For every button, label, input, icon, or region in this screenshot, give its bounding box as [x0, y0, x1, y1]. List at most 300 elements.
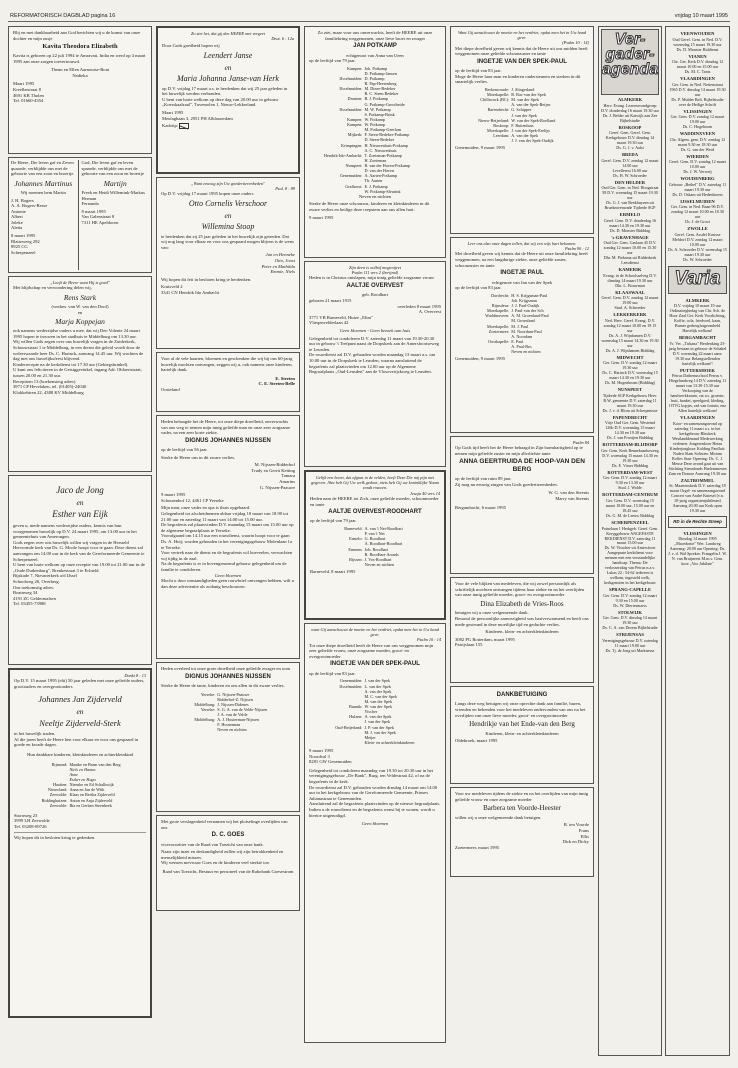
- death-ad-overvest: [304, 261, 446, 467]
- agenda-item: [601, 610, 659, 631]
- place: IJsselmuiden:: [339, 683, 363, 689]
- ad-intro: Heden is in Christus ontslapen, mijn innig geliefde zorgzame vrouw: [309, 275, 435, 281]
- birth-ads-martin: [8, 157, 152, 273]
- place: Barendrecht:: [487, 107, 510, 113]
- column-4: [450, 26, 594, 880]
- place: [309, 740, 364, 745]
- agenda-item: [601, 415, 659, 441]
- agenda-place: BOSKOOP: [618, 124, 642, 130]
- death-ad-goes: [156, 815, 300, 911]
- deceased-name: DIGNUS JOHANNES NIJSSEN: [185, 437, 271, 444]
- agenda-item: [601, 470, 659, 491]
- deceased-name: INGETJE VAN DER SPEK-PAUL: [477, 58, 567, 65]
- death-ad-nijssen-family: [156, 662, 300, 812]
- agenda-details: Geref. Gem. D.V. donderdag 16 maart 14.30 en 19.30 uur Ds. D. Monster Bidddag: [603, 217, 657, 233]
- ad-body: in het huwelijk traden. Al die jaren heeft de Heere hen voor elkaar en voor ons gespaard in goede en kwade dagen.: [14, 731, 139, 748]
- agenda-item: [668, 415, 727, 475]
- children: Jan en Henneke Otto, Joost Peter en Mathilda Emmie, Niels: [261, 252, 295, 275]
- ad-intro: Met droefheid geven wij kennis dat de Heere uit onze familiekring heeft weggenomen, na een langdurige ziekte, onze geliefde zuster, schoonzuster en tante: [455, 251, 588, 268]
- names: J. Paul-van der Sch: [511, 308, 544, 314]
- agenda-details: Geref. Gem. D.V. zondag 12 maart 14.00 uur Levellerest 16.00 uur Ds. H. W. Schroeder: [601, 157, 659, 178]
- names: J. J. Paul-Oudijk: [511, 303, 540, 308]
- agenda-item: [601, 632, 659, 653]
- agenda-item: [668, 176, 727, 197]
- agenda-item: [668, 531, 727, 567]
- age: op de leeftijd van 79 jaar.: [310, 518, 357, 524]
- agenda-place: VIANEN: [688, 53, 707, 59]
- signers: E. Steeten C. E. Steeten-Belle: [258, 375, 295, 387]
- ad-intro: Voor uw medeleven tijdens de ziekte en na het overlijden van mijn innig geliefde vrouw en onze zorgzame moeder: [455, 791, 589, 802]
- logo-line: agenda: [602, 61, 659, 79]
- note: Geen bloemen - Geen bezoek aan huis: [339, 327, 411, 333]
- place: Moerkapelle:: [486, 92, 510, 98]
- address: 3771 VB Barneveld, Huize „Elim" Vlieqenvelderlaan 42: [309, 314, 373, 326]
- family: W. G. van den Steenis Marry van Steenis: [548, 490, 589, 502]
- ad-body: Zij mag nu eeuwig zingen van Gods goedertierenheden.: [455, 481, 558, 487]
- names: Neven en nichten: [364, 561, 394, 567]
- family-list: [455, 293, 589, 355]
- agenda-place: PUTTERSHOEK: [680, 367, 715, 373]
- agenda-item: [668, 335, 727, 366]
- place: Krimpingen:: [341, 142, 363, 148]
- names: E. J. Potkamp W. Potkamp-Sleurink: [364, 183, 401, 194]
- verse: Gelijk een hoort, dat afgnat in de velden, heeft Deze Die mij pijn met gegeven. Ahw heb Gij Uw welk gedoot, niets heb Gij uw koninklijke Naam zondt rouwen.: [311, 475, 439, 491]
- rd-logo: RD in de Rechte Streep: [668, 516, 727, 527]
- deceased-name: INGETJE PAUL: [500, 270, 544, 277]
- names: Maaike en Bram van den Berg: [69, 761, 121, 767]
- thanks: Hun dankbare kinderen, kleinkinderen en achterkleinkind: [27, 752, 133, 758]
- header-left: REFORMATORISCH DAGBLAD pagina 16: [10, 13, 116, 19]
- groom-name: Jaco de Jong: [56, 485, 104, 495]
- place: Biddinghuizen:: [41, 797, 68, 803]
- date: 9 maart 1995 Schoutenhof 12, 4461 CP Yerseke: [161, 492, 224, 503]
- agenda-place: ROTTERDAM-WEST: [607, 469, 653, 475]
- agenda-item: [601, 152, 659, 178]
- place: Dordrecht:: [491, 292, 510, 298]
- names: Joh. Potkamp D. Potkamp-Jansen: [364, 65, 398, 76]
- agenda-place: MIDWECHT: [616, 354, 644, 360]
- names: H. S. Krijgsman-Paul Joh. Krijgsman: [511, 292, 548, 303]
- names: L. van der Spek A. van der Spek: [364, 683, 392, 694]
- thanks: Sterke de Heere ons in dit zware verlies.: [161, 454, 236, 460]
- agenda-details: Evang. in de Schoolsselveg D.V. dinsdag 14 maart 19.30 uur Dhr. L. Bouwman: [603, 272, 657, 288]
- deceased-name: Barbera ten Voorde-Heester: [483, 804, 561, 813]
- address: Maart 1995 Kreelbestraat 8 4691 KB Tholen Tel. 01660-4354: [13, 81, 44, 104]
- ad-intro: Op Gods tijd heeft het de Heere behaagd in Zijn barmhartigheid op te nemen mijn geliefde zuster en mijn allerliefste tante: [455, 445, 583, 456]
- names: Nienske en Ed Schalkwijk: [69, 782, 114, 788]
- date: Bergambacht, 6 maart 1995: [455, 504, 506, 510]
- names: J. van der Spek: [364, 678, 391, 684]
- place: Nunspeet:: [345, 163, 363, 169]
- date: Oldebroek, maart 1995: [455, 738, 498, 744]
- deceased-name: Dina Elizabeth de Vries-Roos: [480, 599, 564, 608]
- names: Klein- en achterkleinkinderen: [364, 739, 415, 745]
- date: Barneveld, 8 maart 1995: [310, 569, 356, 575]
- age: op de leeftijd van 83 jaar.: [455, 68, 502, 74]
- ad-body: willen wij u onze welgemeende dank betuigen.: [455, 814, 542, 820]
- kado-tip: [162, 123, 294, 129]
- agenda-details: Tijdrede SGP Kerkgebouw Herv. B.W. gemeente D.V. zaterdag 11 maart 19.30 uur Ds. J. v. d. Blom uit Scherpenisse: [602, 392, 658, 413]
- agenda-details: Petrus Dathenuschool Petrus v. Hiegelundweg 14 D.V. zaterdag 11 maart van 13.30-15.30 uur Verkooping van de handwerkkraam, cat a.s. groente, fruit, banket, speelgoed, kleding, OTVG kopjes, rad van fortuin, enz Allen hartelijk welkom!: [668, 373, 728, 414]
- birth-ad-johannes: [11, 160, 79, 270]
- names: Bia en Gerben Steenbeek: [69, 802, 112, 808]
- names: A. M. Groenland-Paul M. Groenland: [511, 313, 549, 324]
- varia-list: [668, 298, 727, 513]
- names: E. Paul A. Paul-Bos Neven en nichten: [511, 338, 541, 355]
- place: [310, 562, 365, 567]
- verse-ref: Psalm 84: [572, 440, 589, 445]
- logo-line: gader-: [605, 46, 655, 64]
- ad-intro: Langs deze weg betuigen wij onze oprechte dank aan familie, buren, vrienden en bekenden voor het medeleven ondervonden van ons na het overlijden van onze lieve moeder, groot- en overgrootmoeder: [455, 701, 586, 718]
- verse: want Gij aanschouwt de moeite en het verdriet, opdat men het in Uw hand geve.: [311, 627, 439, 638]
- ad-intro: Door Gods goedheid hopen wij: [162, 43, 220, 49]
- place: Oosteland: [161, 386, 180, 392]
- nieces: Neven en nichten: [358, 193, 392, 199]
- names: M. Noordam-Paul A. Noordam: [511, 328, 542, 339]
- agenda-details: Dinsdag 14 maart 1995 „Macedonie" Wer. Landweg Aanvang: 20.00 uur Opening: Ds. J. v. d. Wal Spreker: Frangelin J. W. N. van Bruijneest M.m.v. Gem. koor „Vox Jubilate": [668, 536, 728, 567]
- names: M. W. Potkamp S. Potkamp-Brink: [364, 106, 395, 117]
- agenda-details: Oud Ger. Gem. Gaslaan 45 D.V. zondag 12 maart 10.00 en 15.30 uur Dhr. M. Pieksma uit Ridderkerk Leesdienst: [603, 240, 657, 266]
- death-ad-nijssen: [156, 415, 300, 659]
- names: A. Aarten-Potkamp Th. Aarten: [364, 173, 398, 184]
- agenda-item: [601, 97, 659, 123]
- deceased-name: D. C. GOES: [211, 832, 245, 839]
- agenda-place: BREDA: [621, 152, 639, 158]
- age: op de leeftijd van 83 jaar.: [455, 285, 502, 291]
- agenda-item: [601, 355, 659, 386]
- ad-intro: Voor de vele blijken van medeleven, die wij zowel persoonlijk als schriftelijk mochten ontvangen tijdens haar ziekte en na het overlijden van onze innig geliefde moeder, groot- en overgrootmoeder: [455, 581, 585, 598]
- date: 9 maart 1995 Noordval 3 8281 GW Genemuiden: [309, 748, 352, 765]
- child-name: Martijn: [103, 178, 127, 188]
- groom-note: (weduw. van W. van den Dool): [51, 303, 109, 309]
- place: Mijkerk:: [347, 132, 363, 138]
- names: G. Roodhart A. Roodhart-Roodhart: [364, 536, 403, 547]
- names: M. J. Paul: [511, 323, 529, 329]
- family-list: [309, 678, 441, 745]
- agenda-place: PAPENDRECHT: [612, 414, 648, 420]
- wedding-ad-rens: [8, 276, 152, 472]
- ad-intro: De Heere, Die leven gaf en Zeven quaarde, verblijdde ons met de geboorte van een zoon en broertje: [11, 160, 74, 177]
- names: A. J. Houterman-Nijssen: [217, 717, 259, 723]
- ad-body: te herdenken dat zij 25 jaar geleden in het huwelijk zijn getreden. Dat wij nog lang voor elkaar en voor ons gespaard mogen blijven is de wens van:: [161, 233, 294, 250]
- agenda-details: Ger. Gem. in Ned. Baan 96 D.V. zondag 12 maart 10.00 en 18.30 uur Ds. J. de Groot: [670, 204, 725, 225]
- agenda-details: Vr. Ver. „Tirkana" Herdenking 25-jarig bestaan in gebouw de Schakel D.V. woensdag 22 maart aanv. 19.30 uur Belangstellenden hartelijk welkom!!: [668, 340, 728, 366]
- names: M. van der Spek: [511, 97, 539, 103]
- ad-title: DANKBETUIGING: [496, 692, 548, 698]
- agenda-item: [601, 587, 659, 608]
- agenda-details: D.V. vrijdag 10 maart 19 uur Ordinatieghedag van Chr. Sch. de Hoor Zaal Ger. Kerk Voorlichting, Koffie, cola, friedvoel, kaan, Bumer gerhergfrageomheld Hartelijk welkom!: [669, 303, 726, 334]
- agenda-place: DEN HELDER: [614, 179, 646, 185]
- agenda-details: Verenigingsgebouw D.V. zaterdag 11 maart 19.00 uur Ds. Tj. de Jong uit Marknesse: [602, 638, 658, 653]
- agenda-item: [601, 235, 659, 266]
- parents: Theun en Ellen Aarnoutse-Bout Nadieka: [50, 67, 110, 78]
- age: op de leeftijd van 56 jaar.: [161, 447, 208, 453]
- ad-intro: God, Die leven gaf en leven spaarde, verblijdde ons met de geboorte van een zoon en broertje: [81, 160, 144, 177]
- verse: „Want eeuwig zijn Uw goedertierenheden": [191, 181, 265, 186]
- place: Grafhorst:: [345, 183, 363, 189]
- agenda-details: St. Maartenskerk D.V. zaterdag 18 maart Orgel- en samenzangavond Concert van André Kniesel (v.n. 10-jarig organistenjubileum) Aanvang 20.00 uur Kerk open 19.30 uur: [669, 483, 727, 514]
- logo-line: Ver-: [614, 31, 646, 48]
- names: M. Dieze-Bedeker B. C. Steen Bedeker: [364, 86, 399, 97]
- ad-body: Gelegenheid tot condoleren D.V. zaterdag 11 maart van 19.30-20.30 uur in gebouw 't Trefpunt naast de Dorpskerk aan de Amersfoortseweg te Leusden. De rouwdienst zal D.V. gehouden worden maandag 13 maart a.s. om 10.00 uur in de Dorpskerk te Leusden, waarna aansluitend de begrafenis zal plaatsvinden om 12.00 uur op de Algemene Begraafplaats „Oud-Leusden" aan de Vlosoverijskweg te Leusden.: [309, 335, 439, 375]
- deceased-name: AALTJE OVERVEST: [346, 283, 404, 290]
- names: Esther en Hugo: [69, 777, 96, 783]
- birth-ad-kavita: [8, 26, 152, 154]
- place: IJsselmuiden:: [339, 75, 363, 81]
- agenda-list: [668, 31, 727, 262]
- deceased-name: AALTJE OVERVEST-ROODHART: [328, 509, 422, 516]
- agenda-place: VEENWOUDEN: [680, 31, 715, 36]
- names: Klaas en Bertha Zijderveld: [69, 792, 115, 798]
- age: op de leeftijd van 79 jaar.: [309, 58, 356, 64]
- agenda-details: Oud Geref. Gem. in Ned. D.V. woensdag 15 maart 19.30 uur Ds. D. Monster Biddienst: [672, 36, 723, 52]
- wedding-ad-jaco: [8, 475, 152, 665]
- agenda-place: 's-GRAVENHAGE: [611, 234, 649, 240]
- place: Yerseke:: [200, 691, 216, 697]
- place: Hulzen:: [349, 714, 363, 720]
- agenda-place: ALMKERK: [685, 297, 710, 303]
- ad-body: ook namens wederzijdse ouders u mee, dat wij Deo Volente 24 maart 1995 hopen te trouwen in het stadhuis te Middelburg om 13.30 uur. Wij willen Gods zegen over ons huwelijk vragen in de Zuiderkerk, Schouwstraat 1 te Middelburg, in een dienst die geleid wordt door de weleerwaarde heer Ds. C. Harinck, aanvang 14.45 uur. Wij wachten de dag met ons huwelijksfeest blijvend. Kinderrecepte na de kerkdienst tot 17.30 uur (Gebiegsbrinkel). U kunt ons feliciteren in de Getsiggevinkel, ingang Adr. Oblaertstraat, tussen 20.00 en 21.30 uur. Receptiem 13 (hoekensteig adres) 3971 CP Hevelaken, tel. (01405)-24040 Klokkebiren 22, 4388 KV Middelburg: [13, 328, 144, 395]
- address: 3082 PG Rotterdam, maart 1995 Patrijslaan 155: [455, 636, 515, 648]
- signer: A. Overvest: [418, 309, 441, 315]
- place: Nieuwland:: [47, 787, 68, 793]
- ad-body: Mijn man, onze vader en opa is thuis opgebaard. Gelegenheid tot afscheidnemen aldaar vrijdag 10 maart van 18.90 tot 21.00 uur en zaterdag 11 maart van 14.00 tot 15.00 uur. De begrafenis zal plaatsvinden D.V. maandag 13 maart om 15.00 uur op de algemene begraafplaats te Yerseke. Voorafgaand om 14.15 uur een rouwdienst, waarin hoopt voor te gaan Ds. A. Hoij; worden gehouden in het verenigingsgebouw Molenlaan 1a te Yerseke. Voor vertrek naar de dienst en de begrafenis wil hoeveelen, verwachten wij tijdig in de zaal. Na de begrafenis is er in bovengenoemd gebouw gelegenheid om de familie te condoleren.: [161, 505, 294, 572]
- agenda-details: Herv. Evang. Lezereavondgroep D.V. donderdag 16 maart 19.30 uur Ds. J. Belder uit Katwijk aan Zee Bijbelstudie: [601, 102, 659, 123]
- birth-ad-martijn: [82, 160, 149, 270]
- callname: Wij noemen hem Martin: [20, 189, 66, 195]
- agenda-place: NUNSPEET: [617, 387, 643, 393]
- family: Kinderen, klein- en achterkleinkinderen: [485, 629, 559, 635]
- verse: Dankt 8 : 13: [124, 673, 146, 678]
- column-1: [8, 26, 152, 1021]
- agenda-item: [601, 125, 659, 151]
- agenda-details: Ger. Gem. Kerk Bennekumbzweeg D.V. woensdag 15 maart 14.30 en 19.30 uur Ds. E. Visser Bidddag: [601, 447, 659, 468]
- death-ad-potkamp: [304, 26, 446, 258]
- anniversary-ad-janse: [156, 26, 300, 174]
- names: J. van der Spek-Erelijn: [511, 127, 550, 133]
- place: Kampen:: [347, 65, 363, 71]
- place: Hendrik-Ido-Ambacht:: [323, 152, 363, 158]
- death-ad-overvest-roodhart: [304, 470, 446, 620]
- agenda-place: VLISSINGEN: [683, 108, 712, 114]
- place: Yerseke:: [200, 706, 216, 712]
- place: Dronten:: [347, 96, 363, 102]
- agenda-item: [601, 312, 659, 352]
- agenda-details: Chr. Algem. gem. D.V. zondag 12 maart 9.30 en 18.30 uur Ds. G. van der Werd: [669, 136, 726, 152]
- ad-intro: Heden nam de HEERE tot Zich, onze geliefde moeder, schoonmoeder en tante: [310, 495, 439, 507]
- agenda-details: Ger. Gem. D.V. dinsdag 14 maart 19.30 uur Ds. C. A. van Dorem Bijbelstudie: [602, 615, 658, 631]
- names: W. Potkamp: [364, 116, 385, 122]
- verse-ref: Psalm 10 : 14: [417, 637, 441, 643]
- agenda-item: [668, 54, 727, 75]
- agenda-place: SCHERPENZEEL: [611, 519, 649, 525]
- place: Oostkapelle:: [488, 338, 510, 344]
- names: F. Steen-Bedeker-Potkamp D. Steen-Bedeker: [364, 132, 410, 143]
- deceased-name: JAN POTKAMP: [353, 43, 397, 50]
- place: Chilliwack (BC):: [480, 97, 510, 103]
- ad-footer: Wij hopen dit feit in besloten kring te herdenken.: [161, 276, 252, 282]
- ad-body: Kavita is geboren op 22 juli 1994 te Amravati, India en werd op 4 maart 1995 aan onze zorgen toevertrouwd.: [13, 53, 146, 64]
- place: Rijnsdeur:: [491, 303, 510, 308]
- agenda-item: [668, 31, 727, 52]
- agenda-place: STRIJENSAS: [616, 632, 644, 638]
- header-date: vrijdag 10 maart 1995: [674, 13, 728, 19]
- agenda-details: Koor- en samenzangavond op zaterdag 11 maart a.s. in het kerkgebouw Bleokerk Westlanddenand Medewerking verlenen: Jongerenkoor Hetau Kinderjongkoor Kolding Panfluit: Nadett Slam Solisten: Miriam Rolfes Starr Opening: Ds. C. J. Meuse Deze avond gaat uit van Stichting Steunfonds Harlemmesen Zam en Donore Aanvang 19.30 uur: [668, 420, 728, 476]
- husband-name: Johannes Jan Zijderveld: [38, 694, 122, 705]
- thanks-ad-van-het-ende: [450, 686, 594, 784]
- agenda-details: Ned. Herv. Geref. Evang. D.V. zondag 12 maart 10.00 en 19.15 uur Ds. A. J. Wijnhamen D.V. woensdag 15 maart 14.30 en 19.30 uur Ds. A. J. Wijnhamen Bidddag: [601, 317, 659, 353]
- place: Moerkapelle:: [486, 127, 510, 133]
- agenda-place: LEKKERKERK: [613, 312, 647, 318]
- place: Waddinxveen:: [485, 313, 510, 319]
- extra: Mocht u door omstandigheden geen rouwbrief ontvangen hebben, wilt u dan deze advertentie als zodanig beschouwen.: [161, 578, 294, 589]
- agenda-details: Chr. Ger. Kerk D.V. dinsdag 12 maart 10.00 en 15.00 uur Ds. M. C. Tanis: [671, 59, 724, 75]
- verse-ref: Jesaja 40 vers 14: [410, 490, 440, 496]
- agenda-details: Geref. Gem. Geref. Gem. Kerkgebouw D.V. dinsdag 14 maart 19.30 uur Ds. G. J. v. Aalst: [605, 130, 655, 151]
- names: Niels en Hanna: [69, 766, 96, 772]
- family-list: [309, 66, 441, 194]
- ad-body: Sterke de Heere de tante, kinderen en ons allen in dit zware verlies.: [161, 682, 285, 688]
- names: J. A. van de Velde: [217, 712, 248, 717]
- names: H. Nieuwenhuis-Potkamp A. C. Nieuwenhuis: [364, 142, 408, 153]
- column-3: [304, 26, 446, 1046]
- agenda-item: [601, 290, 659, 311]
- names: J. van der Spek: [511, 112, 537, 118]
- ad-intro: Met grote verslagenheid vernamen wij het plotselinge overlijden van ons: [161, 819, 288, 830]
- agenda-place: WADDINXVEEN: [679, 131, 716, 137]
- family: J. H. Bogers A. A. Bogers-Besse Antonie Albert Joleke Aletta: [11, 197, 48, 231]
- place: Moerkapelle:: [486, 308, 510, 314]
- address: Maart 1995 Meulagbaan 3, 2951 PH Alblasserdam: [162, 110, 233, 121]
- date: Genemuiden, 9 maart 1995: [455, 145, 506, 151]
- agenda-place: KAMERIK: [618, 267, 642, 273]
- names: J. Slingerland: [511, 86, 535, 92]
- names: B. J. Potkamp G. Potkamp-Grootheide: [364, 96, 405, 107]
- place: Kampen:: [347, 122, 363, 128]
- agenda-place: ALMKERK: [617, 97, 643, 102]
- agenda-details: Ger. Gem. in Ned. Nettenstraat 1965 D.V. dinsdag 14 maart 19.30 uur Ds. P. Mulder Belt. Bijbelstudie over de Heilige Schrift: [669, 81, 726, 107]
- agenda-place: VLAARDINGEN: [680, 415, 715, 421]
- agenda-item: [601, 387, 659, 413]
- place: Zeewolde:: [49, 802, 68, 808]
- names: Anton en Anja Zijderveld: [69, 797, 113, 803]
- names: J. P. van der Spek M. J. van der Spek Meijer: [364, 724, 396, 740]
- agenda-place: ROTTERDAM-CENTRUM: [602, 492, 658, 498]
- ad-intro: Heden overleed tot onze grote droefheid onze geliefde zwager en oom: [161, 666, 291, 671]
- agenda-place: ZWOLLE: [687, 226, 708, 232]
- kado-label: Kadotip:: [162, 123, 179, 129]
- ad-footer: Wij hopen dit in besloten kring te gedenken.: [14, 834, 96, 840]
- place: Bunnik:: [348, 704, 363, 710]
- place: IJsselmuiden:: [339, 106, 363, 112]
- verse-ref: Psal. 8 : 89: [275, 186, 295, 192]
- agenda-details: Gebouw „Bethel" D.V. zaterdag 11 maart 19.30 uur Ds. D. Oskam uit Hedenbroest: [668, 181, 727, 197]
- logo-text: Varia: [674, 267, 721, 289]
- place: Middelburg:: [194, 717, 216, 723]
- husband-name: Leendert Janse: [203, 51, 253, 61]
- address: Stornweg 23 3999 LH Zeewolde Tel. 03208-89726: [14, 812, 50, 829]
- column-5-agenda: [598, 26, 662, 1056]
- agenda-item: [668, 478, 727, 514]
- ad-footer: Geen bloemen: [214, 572, 242, 578]
- place: [161, 727, 217, 732]
- family: B. ten Voorde Frans Ellis Dirk en Dicky: [562, 822, 589, 845]
- verse: Zo ziet het, dat gij den HEERE met vergeet: [191, 31, 265, 36]
- ad-footer: Raad van Toezicht, Bestuur en personeel van de Rabobank Goesestrom: [162, 868, 294, 874]
- verse-ref: (Psalm 10 : 14): [562, 40, 589, 46]
- family-list: [14, 762, 146, 808]
- verse: Leer ons alzo onze dagen tellen, dat wij een wijs hart bekomen.: [467, 241, 577, 246]
- deceased-name: DIGNUS JOHANNES NIJSSEN: [185, 673, 271, 680]
- ad-footer: Sterke de Heere onze schoonzus, kinderen en kleinkinderen in dit zware verlies en heilige deze roepstem aan ons allen hart.: [309, 201, 430, 212]
- names: Joh. Roodhart R. Roodhart-Aronds: [364, 546, 399, 557]
- death-ad-van-der-spek-2: [450, 26, 594, 234]
- place: Ermelo:: [349, 536, 363, 542]
- ad-body: Voor al de vele kaarten, bloemen en geschenken die wij bij ons 60-jarig huwelijk mochten ontvangen, zeggen wij u, ook namens onze kinderen, hartelijk dank.: [161, 356, 293, 373]
- family-list: [161, 692, 295, 733]
- bride-name: Esther van Eijk: [52, 509, 108, 520]
- agenda-details: Geref. Gem. Assdel Kruisse Meldorf D.V. zondag 12 maart 10.00 uur Ds. A. Schroeder D.V. woensdag 15 maart 19.30 uur Ds. W. Schroeder: [668, 231, 727, 262]
- names: F. Houterman: [217, 722, 241, 728]
- wife-name: Neeltje Zijderveld-Sterk: [39, 717, 121, 728]
- place: Barneveld:: [344, 526, 363, 532]
- agenda-place: SPRANG-CAPELLE: [608, 587, 652, 593]
- ad-intro: Op D.V. 15 maart 1995 (elit) 50 jaar geleden met onze geliefde ouders, grootouders en overgrootouders: [14, 678, 145, 689]
- wife-name: Willemina Stoop: [201, 221, 255, 231]
- agenda-item: [668, 226, 727, 262]
- deceased-name: INGETJE VAN DER SPEK-PAUL: [330, 661, 420, 668]
- names: A. van der Spek J. J. van der Spek-Oudijk: [511, 133, 554, 144]
- names: B. Bac-van der Spek: [511, 92, 546, 98]
- place: Leerdam:: [493, 133, 510, 139]
- names: A. van 't Net-Roodhart P. van 't Net: [364, 526, 403, 537]
- agenda-place: VLISSINGEN: [683, 530, 712, 536]
- newspaper-page: [8, 10, 730, 1060]
- place: Middelburg:: [194, 701, 216, 707]
- agenda-item: [668, 76, 727, 107]
- deceased-name: Hendrikje van het Ende-van den Berg: [469, 720, 575, 729]
- agenda-place: ERMELO: [619, 212, 641, 218]
- ad-footer: Geen bloemen: [361, 821, 389, 827]
- varia-logo: [668, 266, 727, 294]
- place: Zeewolde:: [49, 792, 68, 798]
- agenda-details: Ger. Gem. D.V. zondag 12 maart 9.30 en 15.00 uur Ds. W. Dieriesmarss: [603, 592, 657, 608]
- death-ad-paul: [450, 237, 594, 433]
- wife-name: Maria Johanna Janse-van Herk: [177, 73, 279, 83]
- deceased-name: ANNA GEERTRUIDA DE HOOP-VAN DEN BERG: [459, 458, 585, 474]
- names: Anne: [69, 771, 79, 777]
- place: Boskoop:: [493, 122, 510, 128]
- place: [309, 694, 364, 704]
- age: op de leeftijd van ruim 89 jaar.: [455, 476, 512, 482]
- place: Moerkapelle:: [486, 323, 510, 329]
- en: en: [224, 62, 232, 72]
- en: en: [76, 497, 84, 507]
- ad-intro: Blij en met dankbaarheid aan God berichten wij u de komst van onze dochter en mijn zusje: [13, 30, 141, 41]
- place: Bijmond:: [51, 761, 68, 767]
- names: Anna en Jan de With: [69, 787, 105, 793]
- role: vicevoorzitter van de Raad van Toezicht van onze bank.: [161, 841, 264, 847]
- maiden-name: geb. Roodhart: [361, 292, 389, 298]
- place: IJsselmuiden:: [339, 86, 363, 92]
- anniversary-ad-zijderveld: [8, 668, 152, 1018]
- verse: Zijn deen is oolbof mogenijeet Psalm 111 vers 2 (berijmd): [348, 265, 402, 276]
- place: Haaften:: [53, 782, 68, 788]
- ad-intro: Zo ziet, maar voor ons onverwachts, heeft de HEERE uit onze familiekring weggenomen, onze lieve broer en zwager: [317, 30, 433, 41]
- ad-intro: Met blijdschap en verwondering delen wij,: [13, 285, 92, 291]
- ad-body: Moge de Heere haar man en kinderen ondersteunen en sterken in dit smartelijk verlies.: [455, 73, 581, 85]
- place: Genemuiden:: [339, 678, 363, 684]
